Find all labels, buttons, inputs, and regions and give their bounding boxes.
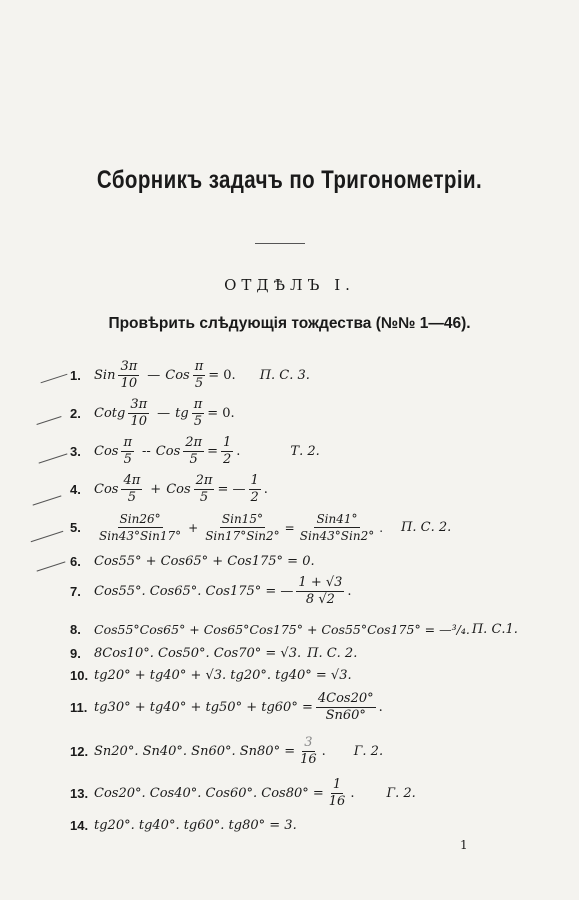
numerator: Sin26° <box>119 512 161 526</box>
function-name: Cotg <box>94 406 126 421</box>
fraction <box>128 398 149 429</box>
problem-14 <box>70 818 297 833</box>
denominator: 16 <box>300 752 317 767</box>
numerator: π <box>193 397 203 412</box>
problem-number: 8. <box>70 622 81 637</box>
equation <box>94 360 236 391</box>
equation: tg20° + tg40° + √3. tg20°. tg40° = √3. <box>94 668 352 683</box>
left-hand-side: Cos20°. Cos40°. Cos60°. Cos80° = <box>94 786 324 801</box>
problem-number: 3. <box>70 444 81 459</box>
problem-number: 10. <box>70 668 89 683</box>
problem-10 <box>70 668 352 683</box>
numerator: 3π <box>130 397 148 412</box>
pencil-mark <box>33 495 62 505</box>
function-name: tg <box>175 406 189 421</box>
numerator: π <box>123 435 132 450</box>
pencil-mark <box>41 374 68 384</box>
denominator: 16 <box>328 794 346 809</box>
source-reference: Т. 2. <box>290 444 320 459</box>
numerator: 2π <box>195 473 213 488</box>
numerator: Sin15° <box>221 512 263 526</box>
title-divider <box>255 243 305 244</box>
fraction <box>221 436 233 467</box>
denominator: Sin17°Sin2° <box>205 529 280 543</box>
section-subtitle: Провѣрить слѣдующiя тождества (№№ 1—46). <box>108 315 471 332</box>
pencil-mark <box>31 531 64 542</box>
denominator: 5 <box>193 414 203 429</box>
equation <box>94 474 268 505</box>
equals-sign: = — <box>217 482 246 497</box>
denominator: 5 <box>127 490 136 505</box>
problem-number: 1. <box>70 368 81 383</box>
source-reference: П. С.1. <box>471 622 518 637</box>
problem-number: 4. <box>70 482 81 497</box>
equation: Cos55°Cos65° + Cos65°Cos175° + Cos55°Cos175° = —³/₄. <box>94 622 470 637</box>
pencil-mark <box>39 453 68 463</box>
fraction <box>316 692 376 723</box>
problem-6 <box>70 554 315 569</box>
problem-4 <box>70 474 268 505</box>
source-reference: П. С. 2. <box>401 520 452 535</box>
equation: tg20°. tg40°. tg60°. tg80° = 3. <box>94 818 297 833</box>
period: . <box>321 744 326 759</box>
fraction <box>203 512 281 543</box>
equals-sign: = <box>284 520 295 535</box>
fraction <box>192 398 205 429</box>
problem-number: 2. <box>70 406 81 421</box>
numerator: 2π <box>185 435 203 450</box>
pencil-mark <box>37 561 66 571</box>
source-reference: Г. 2. <box>386 786 416 801</box>
problem-number: 13. <box>70 786 89 801</box>
right-hand-side: = 0. <box>208 368 236 383</box>
equation <box>94 512 383 543</box>
equation <box>94 398 235 429</box>
page-number: 1 <box>460 838 468 852</box>
function-name: Sin <box>94 368 116 383</box>
denominator: Sin43°Sin2° <box>299 529 375 543</box>
denominator: 5 <box>199 490 209 505</box>
equation <box>94 436 240 467</box>
left-hand-side: Cos55°. Cos65°. Cos175° = — <box>94 584 294 599</box>
problem-12 <box>70 736 383 767</box>
function-name: Cos <box>165 368 190 383</box>
period: . <box>263 482 268 497</box>
period: . <box>379 520 384 535</box>
fraction <box>327 778 348 809</box>
right-hand-side: = 0. <box>207 406 235 421</box>
operator: + <box>150 482 162 497</box>
left-hand-side: Sn20°. Sn40°. Sn60°. Sn80° = <box>94 744 296 759</box>
period: . <box>378 700 383 715</box>
problem-5 <box>70 512 451 543</box>
problem-13 <box>70 778 416 809</box>
numerator: π <box>194 359 204 374</box>
problem-1 <box>70 360 310 391</box>
period: . <box>236 444 241 459</box>
page-title: Сборникъ задачъ по Тригонометрiи. <box>96 166 483 194</box>
numerator: 3π <box>120 359 138 374</box>
period: . <box>350 786 355 801</box>
problem-number: 5. <box>70 520 81 535</box>
denominator: 8 √2 <box>305 592 335 607</box>
problem-2 <box>70 398 235 429</box>
fraction <box>183 436 204 467</box>
denominator: Sin43°Sin17° <box>99 529 182 543</box>
denominator: 10 <box>120 376 138 391</box>
function-name: Cos <box>94 444 119 459</box>
fraction <box>296 576 344 607</box>
operator: + <box>188 520 199 535</box>
fraction <box>121 474 142 505</box>
equation <box>94 736 326 767</box>
pencil-mark <box>36 416 61 425</box>
numerator: 1 <box>222 435 232 450</box>
denominator: 5 <box>189 452 198 467</box>
denominator: 5 <box>194 376 204 391</box>
fraction <box>298 512 376 543</box>
problem-3 <box>70 436 320 467</box>
denominator: 2 <box>222 452 232 467</box>
function-name: Cos <box>166 482 191 497</box>
operator: -- <box>142 444 151 459</box>
numerator: 4π <box>123 473 141 488</box>
operator: — <box>147 368 161 383</box>
denominator: 2 <box>250 490 259 505</box>
equation <box>94 576 352 607</box>
equals-sign: = <box>207 444 218 459</box>
fraction <box>97 512 183 543</box>
denominator: Sn60° <box>325 708 366 723</box>
numerator: 4Cos20° <box>317 691 374 706</box>
problem-number: 14. <box>70 818 89 833</box>
source-reference: Г. 2. <box>353 744 384 759</box>
numerator: 1 + √3 <box>298 575 343 590</box>
problem-number: 11. <box>70 700 88 715</box>
source-reference: П. С. 3. <box>259 368 310 383</box>
problem-number: 9. <box>70 646 81 661</box>
fraction <box>118 360 139 391</box>
function-name: Cos <box>94 482 119 497</box>
fraction <box>121 436 134 467</box>
numerator: Sin41° <box>316 512 358 526</box>
fraction <box>249 474 261 505</box>
operator: — <box>157 406 171 421</box>
numerator: 1 <box>332 777 342 792</box>
numerator: 1 <box>250 473 259 488</box>
problem-9 <box>70 646 357 661</box>
equation <box>94 692 383 723</box>
equation <box>94 778 354 809</box>
period: . <box>347 584 352 599</box>
fraction <box>193 360 206 391</box>
problem-8 <box>70 622 518 637</box>
fraction <box>298 736 319 767</box>
function-name: Cos <box>155 444 181 459</box>
problem-number: 6. <box>70 554 81 569</box>
problem-number: 7. <box>70 584 81 599</box>
problem-11 <box>70 692 383 723</box>
problem-number: 12. <box>70 744 89 759</box>
fraction <box>194 474 215 505</box>
denominator: 5 <box>123 452 132 467</box>
source-reference: П. С. 2. <box>307 646 358 661</box>
numerator: 3 <box>304 735 313 750</box>
equation: Cos55° + Cos65° + Cos175° = 0. <box>94 554 315 569</box>
denominator: 10 <box>130 414 148 429</box>
problem-7 <box>70 576 352 607</box>
equation: 8Cos10°. Cos50°. Cos70° = √3. <box>94 646 302 661</box>
left-hand-side: tg30° + tg40° + tg50° + tg60° = <box>94 700 313 715</box>
section-heading: ОТДѢЛЪ I. <box>224 276 355 294</box>
